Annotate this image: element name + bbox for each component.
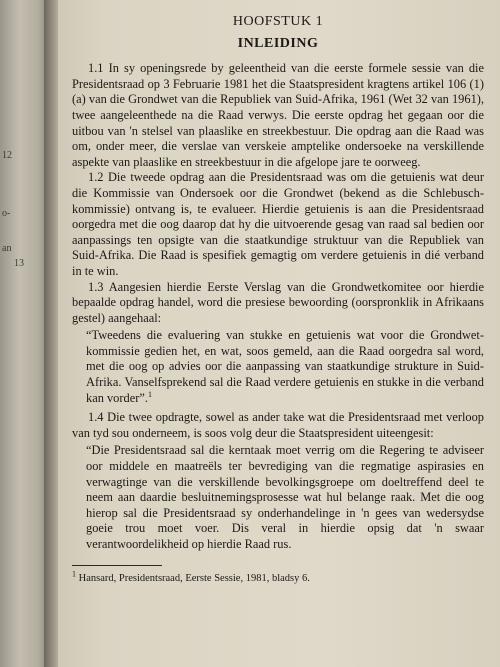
footnote-reference: 1 [147, 389, 152, 399]
paragraph-1-1: 1.1 In sy openingsrede by geleentheid van die eerste formele sessie van die Presidentsraad op 3 Februarie 1981 het die Staatspresident kragtens artikel 106 (1) (a) van die Grondwet van die Republiek van Suid-Afrika, 1961 (Wet 32 van 1961), twee aangeleenthede na die Raad verwys. Die eerste opdrag het gegaan oor die uitbou van 'n stelsel van plaaslike en streekbestuur. Die opdrag aan die Raad was om, onder meer, die verslae van verskeie amptelike ondersoeke na verskillende aspekte van plaaslike en streekbestuur in die afgelope jare te oorweeg. [72, 61, 484, 169]
left-margin-fragment: 12 [2, 150, 12, 161]
left-margin-fragment: 13 [14, 258, 24, 269]
left-margin-fragment: an [2, 243, 12, 254]
section-title: INLEIDING [237, 35, 319, 51]
paragraph-1-3: 1.3 Aangesien hierdie Eerste Verslag van die Grondwetkomitee oor hierdie bepaalde opdrag handel, word die presiese bewoording (oorspronklik in Afrikaans gestel) aangehaal: [72, 279, 484, 325]
footnote [72, 569, 484, 585]
footnote-marker: 1 [72, 569, 76, 579]
footnote-divider [72, 565, 162, 566]
left-margin-fragment: o- [2, 208, 11, 219]
left-page-edge [0, 0, 48, 667]
quotation-1-text: “Tweedens die evaluering van stukke en getuienis wat voor die Grondwet-kommissie gedien het, en wat, soos gemeld, aan die Raad oorgedra sal word, met die oog op advies oor die aanpassing van staatkundige strukture in Suid-Afrika. Vanselfsprekend sal die Raad verdere getuienis en stukke in die verband kan vorder”. [86, 328, 484, 405]
quotation-2: “Die Presidentsraad sal die kerntaak moet verrig om die Regering te adviseer oor middele en maatreëls ter bevrediging van die regmatige aspirasies en verwagtinge van die verskillende bevolkingsgroepe om doeltreffend deel te neem aan daardie besluitnemingsprosesse wat hul belange raak. Met die oog hierop sal die Presidentsraad sy onderhandelinge in 'n gees van wedersydse goeie trou moet voer. Dis veral in hierdie opsig dat 'n swaar verantwoordelikheid op hierdie Raad rus. [86, 443, 484, 551]
chapter-heading: HOOFSTUK 1 [232, 14, 324, 29]
paragraph-1-4: 1.4 Die twee opdragte, sowel as ander take wat die Presidentsraad met verloop van tyd sou onderneem, is soos volg deur die Staatspresident uiteengesit: [72, 410, 484, 440]
page-content [72, 14, 484, 585]
quotation-1 [86, 328, 484, 406]
book-page [58, 0, 500, 667]
paragraph-1-2: 1.2 Die tweede opdrag aan die Presidentsraad was om die getuienis wat deur die Kommissie van Ondersoek oor die Grondwet (bekend as die Schlebusch-kommissie) ontvang is, te evalueer. Hierdie getuienis is aan die Presidentsraad oorgedra met die oog daarop dat hy die uitvoerende gesag van raad sal bedien oor aanpassings ten opsigte van die staatkundige struktuur van die Republiek van Suid-Afrika. Die Raad is spesifiek gemagtig om verdere getuienis in dié verband in te win. [72, 170, 484, 278]
footnote-text: Hansard, Presidentsraad, Eerste Sessie, 1981, bladsy 6. [78, 572, 310, 584]
